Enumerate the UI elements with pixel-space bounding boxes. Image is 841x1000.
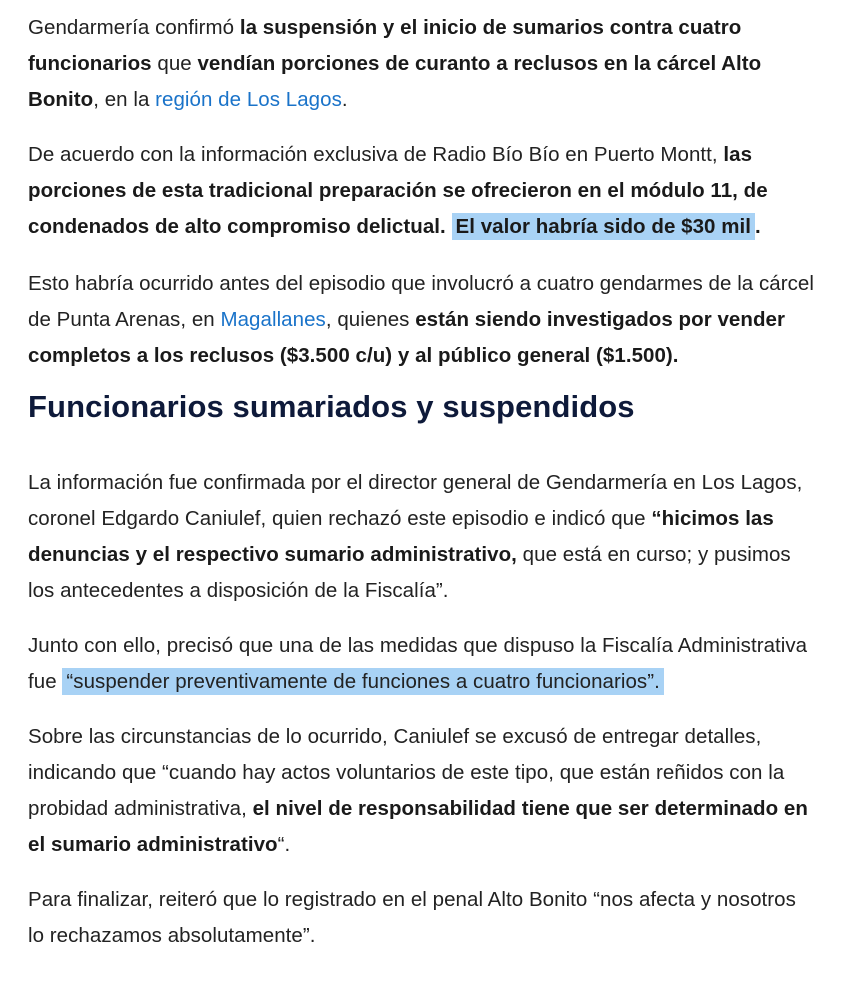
paragraph-3 — [28, 266, 817, 374]
p4-text-1: La información fue confirmada por el director general de Gendarmería en Los Lagos, coronel Edgardo Caniulef, quien rechazó este episodio e indicó que — [28, 471, 803, 530]
p6-bold-1: el nivel de responsabilidad tiene que ser determinado en el sumario administrativo — [28, 797, 808, 856]
p3-text-2: , quienes — [325, 308, 416, 331]
p1-text-3: , en la — [93, 88, 156, 111]
p1-text-4: . — [341, 88, 348, 111]
p6-text-2: “. — [277, 833, 291, 856]
paragraph-7 — [28, 882, 817, 954]
p1-text-1: Gendarmería confirmó — [28, 16, 240, 39]
p2-bold-1: las porciones de esta tradicional preparación se ofrecieron en el módulo 11, de condenados de alto compromiso delictual. — [28, 143, 768, 238]
paragraph-1 — [28, 10, 817, 118]
p4-bold-1: “hicimos las denuncias y el respectivo sumario administrativo, — [28, 507, 774, 566]
link-magallanes[interactable]: Magallanes — [220, 308, 326, 331]
p6-text-1: Sobre las circunstancias de lo ocurrido, Caniulef se excusó de entregar detalles, indicando que “cuando hay actos voluntarios de este tipo, que están reñidos con la probidad administrativa, — [28, 725, 785, 820]
paragraph-4 — [28, 465, 817, 609]
p3-text-1: Esto habría ocurrido antes del episodio que involucró a cuatro gendarmes de la cárcel de Punta Arenas, en — [28, 272, 814, 331]
p1-text-2: que — [151, 52, 198, 75]
p4-text-2: que está en curso; y pusimos los antecedentes a disposición de la Fiscalía”. — [28, 543, 791, 602]
p1-bold-2: vendían porciones de curanto a reclusos en la cárcel Alto Bonito — [28, 52, 762, 111]
link-region-los-lagos[interactable]: región de Los Lagos — [155, 88, 342, 111]
p3-bold-1: están siendo investigados por vender completos a los reclusos ($3.500 c/u) y al público general ($1.500). — [28, 308, 785, 367]
p1-bold-1: la suspensión y el inicio de sumarios contra cuatro funcionarios — [28, 16, 742, 75]
p7-text-1: Para finalizar, reiteró que lo registrado en el penal Alto Bonito “nos afecta y nosotros lo rechazamos absolutamente”. — [28, 888, 796, 947]
p2-text-2: . — [755, 215, 761, 238]
p2-text-1: De acuerdo con la información exclusiva de Radio Bío Bío en Puerto Montt, — [28, 143, 724, 166]
section-heading: Funcionarios sumariados y suspendidos — [28, 389, 635, 424]
p5-text-1: Junto con ello, precisó que una de las medidas que dispuso la Fiscalía Administrativa fue — [28, 634, 808, 693]
p5-highlight: “suspender preventivamente de funciones a cuatro funcionarios”. — [62, 668, 663, 695]
paragraph-5 — [28, 628, 817, 700]
p2-highlight: El valor habría sido de $30 mil — [452, 213, 756, 240]
paragraph-6 — [28, 719, 817, 863]
paragraph-2 — [28, 137, 817, 245]
